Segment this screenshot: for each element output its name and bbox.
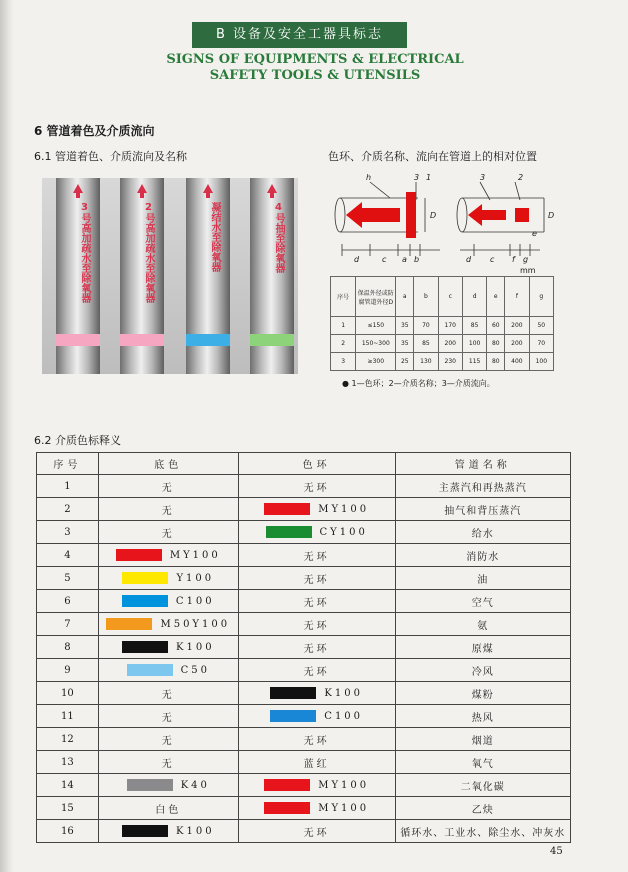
- table-cell: 3: [331, 353, 356, 371]
- dim-a: a: [402, 255, 407, 264]
- pipe-name-cell: 烟道: [395, 728, 570, 751]
- color-swatch: [127, 664, 173, 676]
- ring-color-cell: [238, 544, 395, 567]
- ring-color-cell: [238, 820, 395, 843]
- table-cell: 1: [331, 317, 356, 335]
- pipe-3: [186, 178, 230, 374]
- swatch-cell: [241, 755, 393, 770]
- header-cell: 保温外径或防腐管道外径D: [356, 277, 396, 317]
- table-cell: 70: [529, 335, 553, 353]
- callout-1: 1: [426, 173, 432, 182]
- pipe-name-cell: 煤粉: [395, 682, 570, 705]
- header-cell: g: [529, 277, 553, 317]
- table-cell: 130: [414, 353, 438, 371]
- base-color-cell: [98, 590, 238, 613]
- base-color-cell: [98, 820, 238, 843]
- swatch-cell: [101, 525, 236, 540]
- color-code: K100: [176, 825, 215, 837]
- color-code: C100: [175, 595, 215, 607]
- table-header-row: [37, 453, 571, 475]
- table-row: [37, 544, 571, 567]
- swatch-cell: [241, 594, 393, 609]
- row-number-cell: 12: [37, 728, 99, 751]
- row-number-cell: 11: [37, 705, 99, 728]
- pipe-name-cell: 油: [395, 567, 570, 590]
- table-cell: 200: [438, 335, 462, 353]
- row-number-cell: 3: [37, 521, 99, 544]
- dim-D2: D: [548, 211, 555, 220]
- dim-e: e: [532, 229, 537, 238]
- color-code: 无: [161, 505, 175, 517]
- flow-arrow-stem: [76, 192, 80, 198]
- english-subtitle: [100, 52, 530, 84]
- position-diagram-title: 色环、介质名称、流向在管道上的相对位置: [328, 150, 537, 163]
- pipe-name-cell: 消防水: [395, 544, 570, 567]
- table-cell: 70: [414, 317, 438, 335]
- color-code: 无: [161, 689, 175, 701]
- dim-d2: d: [466, 255, 472, 264]
- color-swatch: [116, 549, 162, 561]
- table-row: [37, 590, 571, 613]
- color-swatch: [122, 572, 168, 584]
- table-cell: ≤150: [356, 317, 396, 335]
- table-row: [331, 353, 554, 371]
- pipe-name-cell: 给水: [395, 521, 570, 544]
- color-code: 无: [161, 528, 175, 540]
- subtitle-line-2: SAFETY TOOLS & UTENSILS: [209, 68, 421, 83]
- color-code: 无环: [303, 574, 330, 586]
- table-header-row: [331, 277, 554, 317]
- table-cell: 400: [505, 353, 529, 371]
- ring-color-cell: [238, 567, 395, 590]
- ring-color-cell: [238, 590, 395, 613]
- swatch-cell: [241, 732, 393, 747]
- pipe-label: 凝结水至除氧器: [209, 202, 220, 272]
- swatch-cell: [101, 709, 236, 724]
- base-color-cell: [98, 567, 238, 590]
- table-cell: 85: [462, 317, 486, 335]
- color-code: C100: [324, 710, 364, 722]
- swatch-cell: [241, 802, 393, 814]
- swatch-cell: [241, 503, 393, 515]
- color-ring-mark: [515, 208, 529, 222]
- swatch-cell: [101, 732, 236, 747]
- pipe-name-cell: 原煤: [395, 636, 570, 659]
- table-cell: 85: [414, 335, 438, 353]
- table-cell: 200: [505, 335, 529, 353]
- table-row: [37, 475, 571, 498]
- base-color-cell: [98, 774, 238, 797]
- ring-color-cell: [238, 498, 395, 521]
- pipe-4: [250, 178, 294, 374]
- ring-color-cell: [238, 636, 395, 659]
- pipe-name-cell: 抽气和背压蒸汽: [395, 498, 570, 521]
- color-swatch: [270, 687, 316, 699]
- table-cell: 80: [487, 335, 505, 353]
- dim-b: b: [414, 255, 420, 264]
- header-cell: a: [396, 277, 414, 317]
- header-cell: d: [462, 277, 486, 317]
- swatch-cell: [101, 755, 236, 770]
- base-color-cell: [98, 475, 238, 498]
- pipe-name-cell: 热风: [395, 705, 570, 728]
- swatch-cell: [241, 640, 393, 655]
- table-row: [37, 705, 571, 728]
- ring-color-cell: [238, 475, 395, 498]
- legend-note: ● 1—色环；2—介质名称；3—介质流向。: [342, 379, 495, 388]
- color-swatch: [266, 526, 312, 538]
- swatch-cell: [101, 664, 236, 676]
- callout-3: 3: [414, 173, 420, 182]
- table-cell: 100: [462, 335, 486, 353]
- swatch-cell: [241, 526, 393, 538]
- header-cell: 序号: [331, 277, 356, 317]
- flow-arrow-stem: [270, 192, 274, 198]
- ring-color-cell: [238, 774, 395, 797]
- color-code: K100: [324, 687, 363, 699]
- row-number-cell: 2: [37, 498, 99, 521]
- pipe-name-cell: 冷风: [395, 659, 570, 682]
- header-cell: f: [505, 277, 529, 317]
- row-number-cell: 15: [37, 797, 99, 820]
- table-cell: 80: [487, 353, 505, 371]
- header-cell: 底色: [98, 453, 238, 475]
- dim-f: f: [512, 255, 515, 264]
- flow-arrow-stem: [140, 192, 144, 198]
- header-cell: c: [438, 277, 462, 317]
- row-number-cell: 4: [37, 544, 99, 567]
- pipe-name-cell: 主蒸汽和再热蒸汽: [395, 475, 570, 498]
- ring-color-cell: [238, 659, 395, 682]
- swatch-cell: [241, 824, 393, 839]
- table-cell: 100: [529, 353, 553, 371]
- base-color-cell: [98, 544, 238, 567]
- color-code: 无环: [303, 735, 330, 747]
- color-code: Y100: [176, 572, 215, 584]
- section-6-heading: 6 管道着色及介质流向: [34, 124, 155, 138]
- medium-color-table: [36, 452, 571, 843]
- legend-note-text: 1—色环；2—介质名称；3—介质流向。: [351, 379, 495, 388]
- pipe-name-cell: 空气: [395, 590, 570, 613]
- table-row: [37, 774, 571, 797]
- pipe-name-cell: 循环水、工业水、除尘水、冲灰水: [395, 820, 570, 843]
- color-code: CY100: [319, 526, 368, 538]
- color-code: MY100: [318, 802, 370, 814]
- ring-color-cell: [238, 521, 395, 544]
- flow-arrow-stem: [206, 192, 210, 198]
- base-color-cell: [98, 498, 238, 521]
- swatch-cell: [101, 572, 236, 584]
- header-cell: 管道名称: [395, 453, 570, 475]
- swatch-cell: [241, 779, 393, 791]
- table-cell: 25: [396, 353, 414, 371]
- table-cell: 150~300: [356, 335, 396, 353]
- ring-color-cell: [238, 728, 395, 751]
- pipe-color-illustration: [42, 178, 298, 374]
- color-swatch: [122, 825, 168, 837]
- color-code: 白色: [155, 804, 182, 816]
- color-code: 无环: [303, 597, 330, 609]
- unit-label: mm: [520, 266, 536, 275]
- table-cell: 35: [396, 335, 414, 353]
- pipe-color-ring: [250, 334, 294, 346]
- table-row: [37, 613, 571, 636]
- table-cell: 2: [331, 335, 356, 353]
- swatch-cell: [241, 687, 393, 699]
- swatch-cell: [101, 595, 236, 607]
- table-row: [37, 636, 571, 659]
- table-row: [37, 751, 571, 774]
- table-cell: 115: [462, 353, 486, 371]
- header-cell: e: [487, 277, 505, 317]
- dimension-table: [330, 276, 554, 371]
- pipe-name-cell: 氧气: [395, 751, 570, 774]
- color-code: MY100: [318, 503, 370, 515]
- pipe-name-cell: 二氧化碳: [395, 774, 570, 797]
- swatch-cell: [101, 479, 236, 494]
- ring-color-cell: [238, 705, 395, 728]
- callout-h: h: [366, 173, 372, 182]
- base-color-cell: [98, 682, 238, 705]
- swatch-cell: [241, 663, 393, 678]
- color-code: MY100: [169, 549, 221, 561]
- swatch-cell: [241, 548, 393, 563]
- base-color-cell: [98, 636, 238, 659]
- color-code: 无: [161, 712, 175, 724]
- swatch-cell: [101, 618, 236, 630]
- color-code: K100: [176, 641, 215, 653]
- dim-D: D: [430, 211, 437, 220]
- table-row: [37, 659, 571, 682]
- base-color-cell: [98, 613, 238, 636]
- pipe-name-cell: 氨: [395, 613, 570, 636]
- row-number-cell: 8: [37, 636, 99, 659]
- color-code: 蓝红: [303, 758, 330, 770]
- table-row: [37, 498, 571, 521]
- base-color-cell: [98, 728, 238, 751]
- dim-g: g: [523, 255, 529, 264]
- table-row: [37, 567, 571, 590]
- header-cell: 序号: [37, 453, 99, 475]
- pipe-label: 2号高加疏水至除氧器: [143, 202, 154, 303]
- table-cell: 35: [396, 317, 414, 335]
- section-6-1-heading: 6.1 管道着色、介质流向及名称: [34, 150, 187, 163]
- base-color-cell: [98, 521, 238, 544]
- color-code: 无: [161, 758, 175, 770]
- ring-color-cell: [238, 751, 395, 774]
- table-cell: 60: [487, 317, 505, 335]
- color-code: 无环: [303, 643, 330, 655]
- color-code: K40: [180, 779, 210, 791]
- color-swatch: [122, 595, 168, 607]
- pipe-label: 4号抽至除氧器: [273, 202, 284, 273]
- pipe-name-cell: 乙炔: [395, 797, 570, 820]
- color-code: 无环: [303, 620, 330, 632]
- color-swatch: [264, 503, 310, 515]
- row-number-cell: 1: [37, 475, 99, 498]
- row-number-cell: 7: [37, 613, 99, 636]
- table-cell: 200: [505, 317, 529, 335]
- color-code: 无: [161, 482, 175, 494]
- pipe-color-ring: [56, 334, 100, 346]
- color-code: 无: [161, 735, 175, 747]
- swatch-cell: [101, 686, 236, 701]
- table-row: [37, 682, 571, 705]
- table-row: [331, 317, 554, 335]
- color-swatch: [264, 779, 310, 791]
- header-cell: 色环: [238, 453, 395, 475]
- table-row: [37, 797, 571, 820]
- swatch-cell: [101, 549, 236, 561]
- table-row: [331, 335, 554, 353]
- color-code: C50: [180, 664, 210, 676]
- dim-c2: c: [490, 255, 495, 264]
- pipe-color-ring: [186, 334, 230, 346]
- color-code: 无环: [303, 666, 330, 678]
- callout-2: 2: [518, 173, 524, 182]
- swatch-cell: [101, 502, 236, 517]
- swatch-cell: [241, 571, 393, 586]
- table-row: [37, 728, 571, 751]
- ring-color-cell: [238, 797, 395, 820]
- swatch-cell: [241, 479, 393, 494]
- table-row: [37, 820, 571, 843]
- table-cell: 50: [529, 317, 553, 335]
- pipe-position-diagram: [330, 170, 570, 270]
- dim-c: c: [382, 255, 387, 264]
- section-6-2-heading: 6.2 介质色标释义: [34, 434, 121, 447]
- callout-3b: 3: [480, 173, 486, 182]
- ring-color-cell: [238, 682, 395, 705]
- section-banner: B 设备及安全工器具标志: [192, 22, 407, 48]
- dim-d: d: [354, 255, 360, 264]
- color-code: 无环: [303, 482, 330, 494]
- table-cell: 170: [438, 317, 462, 335]
- color-code: MY100: [318, 779, 370, 791]
- color-swatch: [106, 618, 152, 630]
- color-swatch: [127, 779, 173, 791]
- flow-direction-arrow: [346, 202, 400, 228]
- base-color-cell: [98, 659, 238, 682]
- swatch-cell: [101, 641, 236, 653]
- row-number-cell: 16: [37, 820, 99, 843]
- subtitle-line-1: SIGNS OF EQUIPMENTS & ELECTRICAL: [166, 52, 464, 67]
- color-ring-mark: [406, 192, 416, 238]
- table-row: [37, 521, 571, 544]
- row-number-cell: 14: [37, 774, 99, 797]
- swatch-cell: [241, 617, 393, 632]
- table-cell: ≥300: [356, 353, 396, 371]
- color-swatch: [264, 802, 310, 814]
- row-number-cell: 5: [37, 567, 99, 590]
- row-number-cell: 10: [37, 682, 99, 705]
- swatch-cell: [101, 801, 236, 816]
- pipe-color-ring: [120, 334, 164, 346]
- row-number-cell: 6: [37, 590, 99, 613]
- base-color-cell: [98, 705, 238, 728]
- ring-color-cell: [238, 613, 395, 636]
- base-color-cell: [98, 751, 238, 774]
- row-number-cell: 9: [37, 659, 99, 682]
- color-code: 无环: [303, 551, 330, 563]
- page-number: 45: [550, 846, 563, 857]
- swatch-cell: [101, 779, 236, 791]
- swatch-cell: [241, 710, 393, 722]
- color-code: 无环: [303, 827, 330, 839]
- book-spine-shadow: [0, 0, 14, 872]
- header-cell: b: [414, 277, 438, 317]
- table-cell: 230: [438, 353, 462, 371]
- color-swatch: [122, 641, 168, 653]
- flow-direction-arrow: [468, 204, 506, 226]
- color-code: M50Y100: [160, 618, 231, 630]
- pipe-label: 3号高加疏水至除氧器: [79, 202, 90, 303]
- row-number-cell: 13: [37, 751, 99, 774]
- swatch-cell: [101, 825, 236, 837]
- base-color-cell: [98, 797, 238, 820]
- pipe-1: [56, 178, 100, 374]
- color-swatch: [270, 710, 316, 722]
- pipe-2: [120, 178, 164, 374]
